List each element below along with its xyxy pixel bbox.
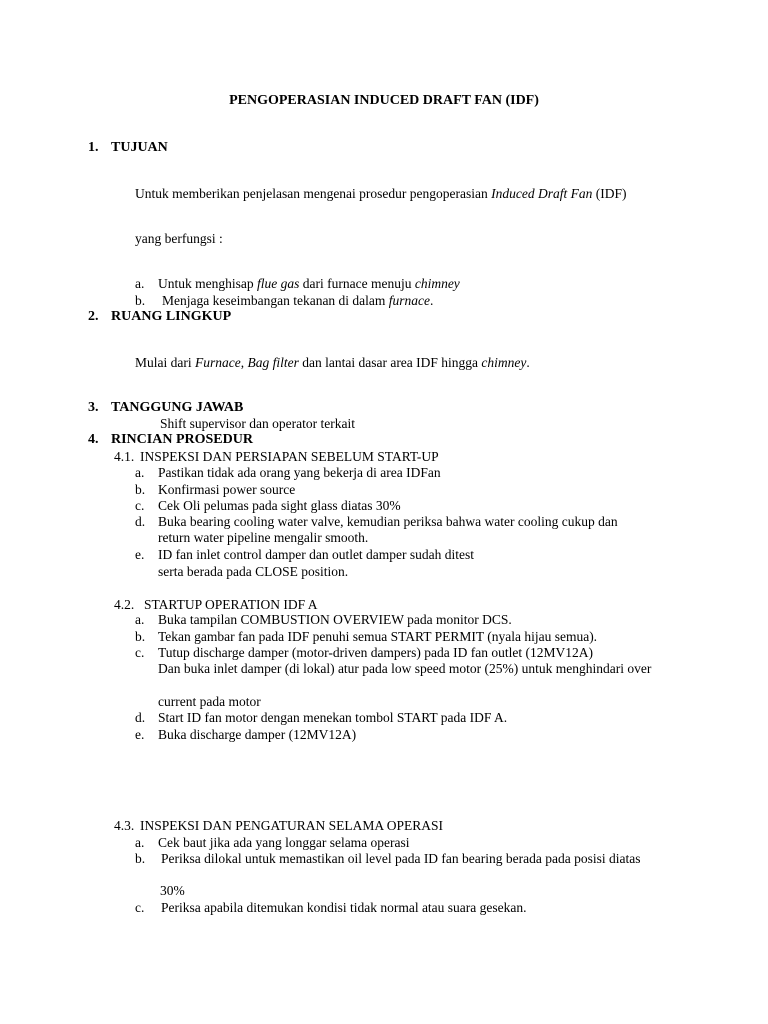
section-3-heading: TANGGUNG JAWAB (111, 400, 244, 415)
subsection-number: 4.2. (114, 597, 135, 612)
list-marker: c. (135, 645, 145, 660)
list-item-continuation: current pada motor (158, 694, 261, 709)
text: . (526, 355, 530, 370)
section-1-heading: TUJUAN (111, 140, 168, 155)
list-item (135, 851, 640, 867)
list-item (135, 293, 433, 309)
list-marker: a. (135, 612, 145, 627)
item-text: Tekan gambar fan pada IDF penuhi semua START PERMIT (nyala hijau semua). (158, 629, 598, 644)
section-4-number: 4. (88, 432, 99, 447)
section-3-text: Shift supervisor dan operator terkait (160, 416, 355, 431)
list-item-continuation: 30% (160, 883, 185, 898)
text: , (240, 355, 248, 370)
item-emphasis: chimney (414, 276, 460, 291)
emphasis: Bag filter (247, 355, 299, 370)
list-marker: c. (135, 900, 145, 915)
item-text: Start ID fan motor dengan menekan tombol START pada IDF A. (158, 710, 508, 725)
list-marker: a. (135, 835, 145, 850)
section-1-intro (135, 186, 627, 202)
section-3-number: 3. (88, 400, 99, 415)
list-item (135, 514, 618, 530)
item-text: dari furnace menuju (299, 276, 415, 291)
list-item (135, 629, 597, 645)
list-item-continuation: return water pipeline mengalir smooth. (158, 530, 369, 545)
item-text: Buka discharge damper (12MV12A) (158, 727, 357, 742)
item-text: ID fan inlet control damper dan outlet damper sudah ditest (158, 547, 475, 562)
list-marker: b. (135, 851, 146, 866)
text: Mulai dari (135, 355, 195, 370)
list-marker: d. (135, 710, 146, 725)
list-item-continuation: serta berada pada CLOSE position. (158, 564, 349, 579)
list-marker: a. (135, 465, 145, 480)
list-item (135, 612, 512, 628)
list-item (135, 547, 474, 563)
item-text: Periksa apabila ditemukan kondisi tidak normal atau suara gesekan. (161, 900, 527, 915)
item-emphasis: flue gas (257, 276, 300, 291)
list-marker: b. (135, 293, 146, 308)
list-item (135, 498, 401, 514)
item-text: Untuk menghisap (158, 276, 257, 291)
item-text: Cek baut jika ada yang longgar selama operasi (158, 835, 410, 850)
intro-text: Untuk memberikan penjelasan mengenai prosedur pengoperasian (135, 186, 492, 201)
subsection-4-1-heading (114, 449, 439, 465)
section-1-intro-2: yang berfungsi : (135, 231, 223, 246)
item-text: Buka bearing cooling water valve, kemudian periksa bahwa water cooling cukup dan (158, 514, 618, 529)
item-text: Konfirmasi power source (158, 482, 296, 497)
list-marker: b. (135, 482, 146, 497)
item-text: Pastikan tidak ada orang yang bekerja di area IDFan (158, 465, 441, 480)
subsection-4-3-heading (114, 818, 443, 834)
section-2-text (135, 355, 530, 371)
section-2-number: 2. (88, 309, 99, 324)
list-item (135, 276, 460, 292)
item-emphasis: furnace (388, 293, 431, 308)
subsection-4-2-heading (114, 597, 318, 613)
list-item (135, 465, 441, 481)
section-2-heading: RUANG LINGKUP (111, 309, 232, 324)
subsection-number: 4.1. (114, 449, 135, 464)
list-item (135, 835, 410, 851)
item-text: Buka tampilan COMBUSTION OVERVIEW pada monitor DCS. (158, 612, 512, 627)
subsection-title: STARTUP OPERATION IDF A (144, 597, 318, 612)
emphasis: chimney (481, 355, 527, 370)
item-text: . (430, 293, 434, 308)
page-title: PENGOPERASIAN INDUCED DRAFT FAN (IDF) (229, 93, 539, 108)
list-item (135, 482, 295, 498)
subsection-number: 4.3. (114, 818, 135, 833)
list-marker: e. (135, 727, 145, 742)
list-item (135, 710, 507, 726)
list-marker: d. (135, 514, 146, 529)
emphasis: Furnace (195, 355, 241, 370)
subsection-title: INSPEKSI DAN PERSIAPAN SEBELUM START-UP (140, 449, 439, 464)
list-item (135, 727, 356, 743)
list-marker: b. (135, 629, 146, 644)
list-item (135, 900, 527, 916)
list-marker: e. (135, 547, 145, 562)
subsection-title: INSPEKSI DAN PENGATURAN SELAMA OPERASI (140, 818, 444, 833)
section-4-heading: RINCIAN PROSEDUR (111, 432, 253, 447)
intro-emphasis: Induced Draft Fan (491, 186, 593, 201)
list-item-continuation: Dan buka inlet damper (di lokal) atur pada low speed motor (25%) untuk menghindari over (158, 661, 652, 676)
section-1-number: 1. (88, 140, 99, 155)
item-text: Cek Oli pelumas pada sight glass diatas 30% (158, 498, 401, 513)
item-text: Tutup discharge damper (motor-driven dampers) pada ID fan outlet (12MV12A) (158, 645, 593, 660)
list-marker: c. (135, 498, 145, 513)
item-text: Menjaga keseimbangan tekanan di dalam (162, 293, 389, 308)
list-item (135, 645, 593, 661)
text: dan lantai dasar area IDF hingga (298, 355, 482, 370)
item-text: Periksa dilokal untuk memastikan oil level pada ID fan bearing berada pada posisi diatas (161, 851, 641, 866)
list-marker: a. (135, 276, 145, 291)
intro-suffix: (IDF) (592, 186, 627, 201)
